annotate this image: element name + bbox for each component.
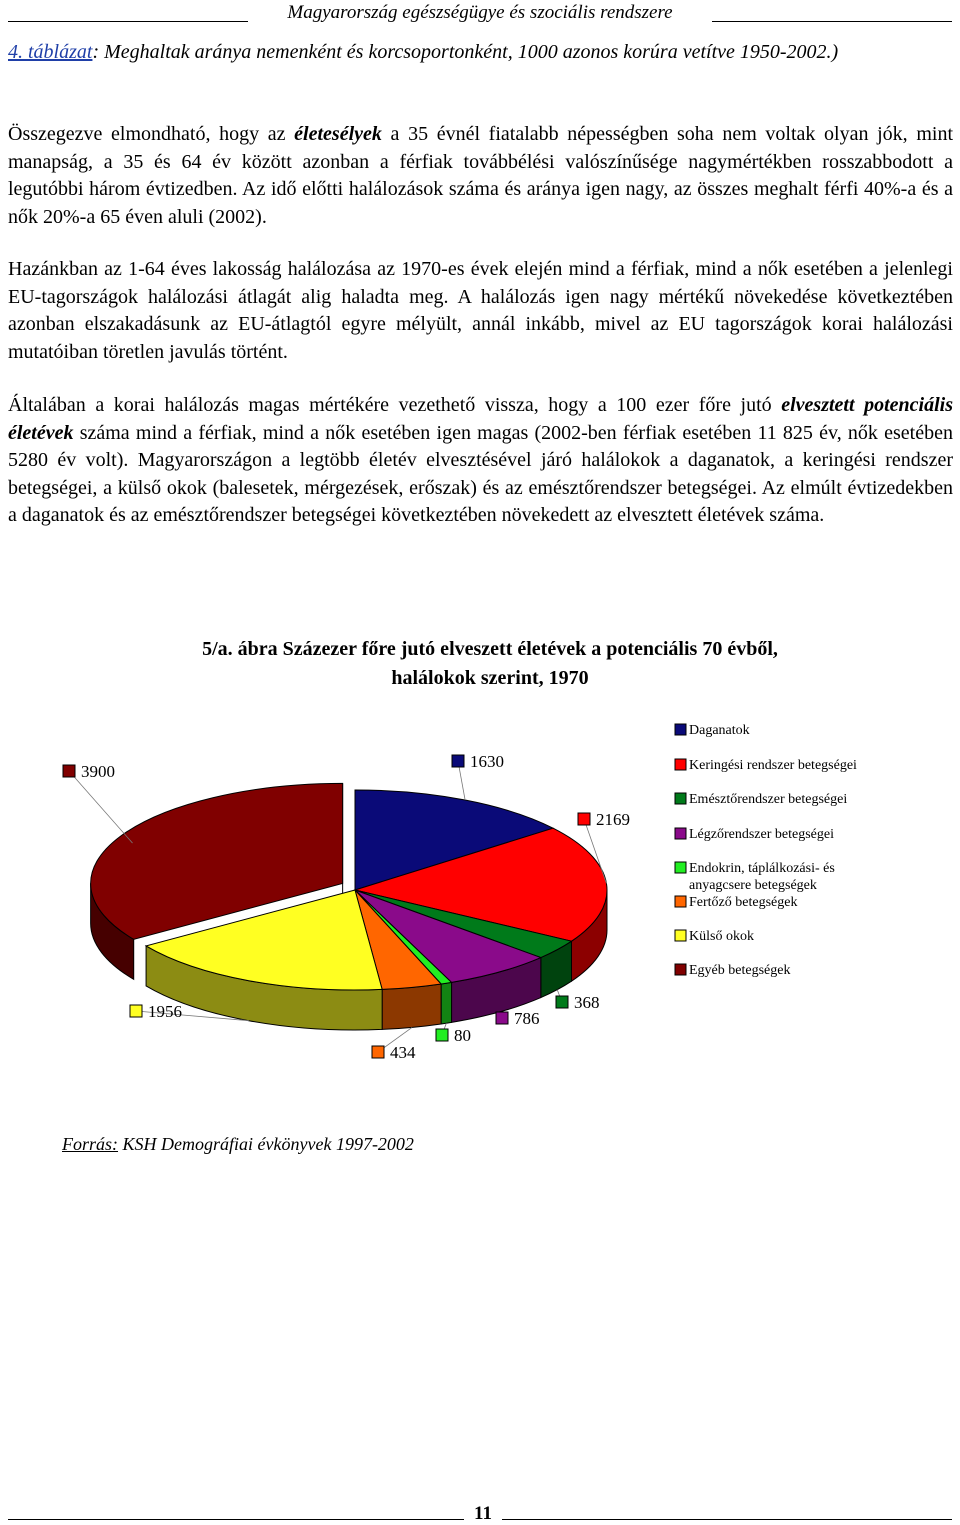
paragraph-3	[8, 392, 953, 530]
legend-label-1: Daganatok	[689, 723, 750, 738]
legend-label-4: Légzőrendszer betegségei	[689, 827, 834, 842]
legend-label-line-1: Endokrin, táplálkozási- és	[689, 861, 835, 876]
data-label-8: 3900	[81, 762, 115, 781]
source-text: KSH Demográfiai évkönyvek 1997-2002	[118, 1134, 414, 1154]
table-caption	[8, 38, 953, 66]
paragraph-3-intro: Általában a korai halálozás magas mértékére vezethető vissza, hogy a 100 ezer főre jutó	[8, 394, 782, 416]
footer-rule-right	[502, 1519, 952, 1520]
legend-label-6: Fertőző betegségek	[689, 895, 798, 910]
pie-chart	[0, 700, 960, 1120]
page-header	[0, 2, 960, 28]
source-label: Forrás:	[62, 1134, 119, 1154]
figure-title	[140, 635, 840, 693]
leader-line-8	[69, 771, 133, 843]
data-label-swatch-5	[436, 1029, 448, 1041]
legend-swatch-1	[675, 724, 686, 735]
data-label-3: 368	[574, 993, 600, 1012]
paragraph-2: Hazánkban az 1-64 éves lakosság halálozása az 1970-es évek elején mind a férfiak, mind a nők esetében a jelenlegi EU-tagországok halálozási átlagát alig haladta meg. A halálozás igen nagy mértékű növekedése következtében azonban elszakadásunk az EU-átlagtól egyre mélyült, annál inkább, mivel az EU tagországok korai halálozási mutatóiban töretlen javulás történt.	[8, 258, 953, 363]
legend-swatch-4	[675, 828, 686, 839]
legend-swatch-3	[675, 793, 686, 804]
data-label-swatch-3	[556, 996, 568, 1008]
paragraph-3-body: száma mind a férfiak, mind a nők esetében igen magas (2002-ben férfiak esetében 11 825 év, nők esetében 5280 év volt). Magyarországon a legtöbb életév elvesztésével járó halálokok a daganatok, a keringési rendszer betegségei, a külső okok (balesetek, mérgezések, erőszak) és az emésztőrendszer betegségei. Az elmúlt évtizedekben a daganatok és az emésztőrendszer betegségei következtében növekedett az elvesztett életévek száma.	[8, 421, 953, 526]
data-label-swatch-7	[130, 1005, 142, 1017]
page-number: 11	[474, 1503, 492, 1524]
legend	[675, 723, 857, 978]
legend-label-7: Külső okok	[689, 929, 754, 944]
data-label-4: 786	[514, 1009, 540, 1028]
table-caption-link[interactable]: 4. táblázat	[8, 41, 93, 63]
pie-slices	[63, 752, 630, 1062]
figure-title-line-1: 5/a. ábra Százezer főre jutó elveszett életévek a potenciális 70 évből,	[202, 638, 778, 660]
pie-side-5	[441, 982, 451, 1024]
paragraph-1-emphasis: életesélyek	[294, 123, 382, 145]
legend-label-5	[689, 861, 835, 893]
table-caption-text: : Meghaltak aránya nemenként és korcsoportonként, 1000 azonos korúra vetítve 1950-2002.)	[92, 41, 839, 63]
header-rule-right	[712, 21, 952, 22]
data-label-swatch-6	[372, 1046, 384, 1058]
source-note	[62, 1134, 414, 1155]
data-label-2: 2169	[596, 810, 630, 829]
pie-side-6	[382, 984, 441, 1029]
legend-label-2	[689, 758, 857, 773]
data-label-swatch-1	[452, 755, 464, 767]
paragraph-3-emphasis: elvesztett potenciális életévek	[8, 394, 953, 444]
header-title: Magyarország egészségügye és szociális rendszere	[287, 2, 673, 23]
legend-label-3: Emésztőrendszer betegségei	[689, 792, 848, 807]
paragraph-1-intro: Összegezve elmondható, hogy az	[8, 123, 295, 145]
legend-label-8: Egyéb betegségek	[689, 963, 791, 978]
legend-swatch-5	[675, 862, 686, 873]
legend-swatch-6	[675, 896, 686, 907]
figure-title-line-2: halálokok szerint, 1970	[391, 667, 589, 689]
page-footer	[0, 1503, 960, 1525]
data-label-swatch-2	[578, 813, 590, 825]
legend-label-line-2: anyagcsere betegségek	[689, 878, 817, 893]
data-label-5: 80	[454, 1026, 471, 1045]
legend-swatch-7	[675, 930, 686, 941]
legend-swatch-8	[675, 964, 686, 975]
footer-rule-left	[8, 1519, 464, 1520]
data-label-1: 1630	[470, 752, 504, 771]
paragraph-1	[8, 121, 953, 231]
legend-label-line-1: Keringési rendszer betegségei	[689, 758, 857, 773]
data-label-swatch-8	[63, 765, 75, 777]
data-label-swatch-4	[496, 1012, 508, 1024]
paragraph-1-body: a 35 évnél fiatalabb népességben soha nem voltak olyan jók, mint manapság, a 35 és 64 év között azonban a férfiak továbbélési valószínűsége nagymértékben rosszabbodott a legutóbbi három évtizedben.	[8, 123, 953, 200]
data-label-7: 1956	[148, 1002, 182, 1021]
header-rule-left	[8, 21, 248, 22]
legend-swatch-2	[675, 759, 686, 770]
paragraph-1-tail: Az idő előtti halálozások száma és aránya igen nagy, az összes meghalt férfi 40%-a és a nők 20%-a 65 éven aluli (2002).	[8, 178, 953, 228]
data-label-6: 434	[390, 1043, 416, 1062]
